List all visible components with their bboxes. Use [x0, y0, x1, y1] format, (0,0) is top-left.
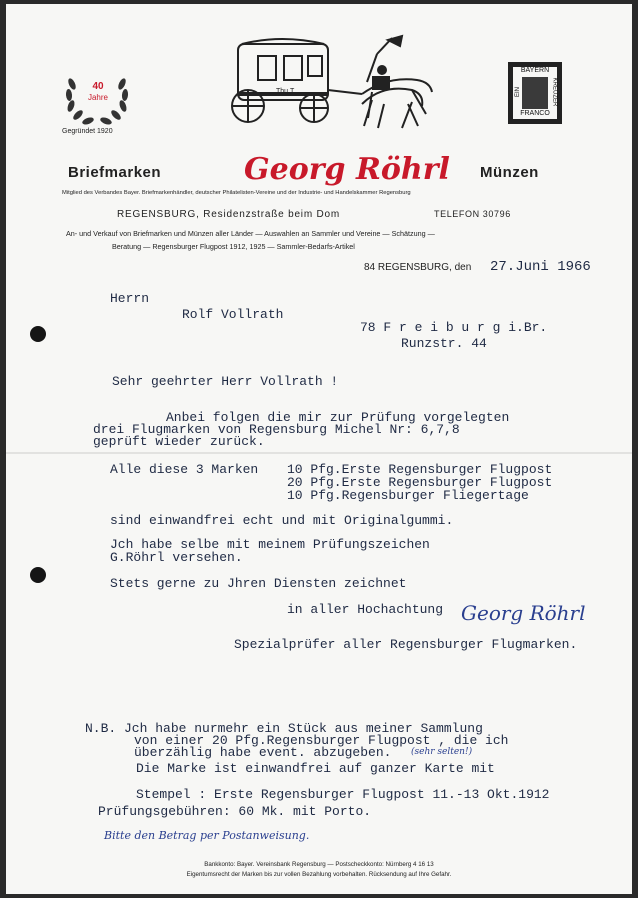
- right-heading: Münzen: [480, 164, 539, 181]
- letter-page: [6, 4, 632, 894]
- recipient-city: 78 F r e i b u r g i.Br.: [360, 320, 548, 335]
- paragraph-1-line-3: geprüft wieder zurück.: [93, 434, 265, 449]
- fee-line: Prüfungsgebühren: 60 Mk. mit Porto.: [98, 804, 372, 819]
- date-value: 27.Juni 1966: [490, 259, 591, 275]
- postscript-line-2: von einer 20 Pfg.Regensburger Flugpost , die ich: [134, 733, 509, 748]
- closing: in aller Hochachtung: [287, 602, 444, 617]
- greeting: Sehr geehrter Herr Vollrath !: [112, 374, 339, 389]
- punch-hole-lower: [30, 567, 46, 583]
- list-item: 10 Pfg.Regensburger Fliegertage: [287, 488, 529, 503]
- postscript-line-5: Stempel : Erste Regensburger Flugpost 11.-13 Okt.1912: [136, 787, 550, 802]
- left-heading: Briefmarken: [68, 164, 162, 181]
- anniversary-number: 40: [92, 81, 104, 92]
- paragraph-4: Stets gerne zu Jhren Diensten zeichnet: [110, 576, 407, 591]
- membership-line: Mitglied des Verbandes Bayer. Briefmarkenhändler, deutscher Philatelisten-Vereine und der Industrie- und Handelskammer Regensburg: [62, 190, 411, 196]
- paragraph-1-line-1: Anbei folgen die mir zur Prüfung vorgelegten: [166, 410, 510, 425]
- company-name: Georg Röhrl: [244, 152, 450, 187]
- list-item: 20 Pfg.Erste Regensburger Flugpost: [287, 475, 553, 490]
- bavaria-stamp: [508, 62, 562, 124]
- recipient-name: Rolf Vollrath: [182, 307, 284, 322]
- recipient-salutation: Herrn: [110, 291, 150, 306]
- services-line-2: Beratung — Regensburger Flugpost 1912, 1925 — Sammler-Bedarfs-Artikel: [112, 242, 355, 251]
- recipient-street: Runzstr. 44: [401, 336, 487, 351]
- services-line-1: An- und Verkauf von Briefmarken und Münzen aller Länder — Auswahlen an Sammler und Vereine — Schätzung —: [66, 229, 435, 238]
- footer-bank: Bankkonto: Bayer. Vereinsbank Regensburg — Postscheckkonto: Nürnberg 4 16 13: [204, 861, 434, 868]
- handwritten-request: Bitte den Betrag per Postanweisung.: [104, 829, 310, 842]
- handwritten-note: (sehr selten!): [411, 747, 473, 757]
- coach-plate: Thu.T.: [276, 88, 296, 95]
- stamp-top-text: BAYERN: [520, 67, 550, 74]
- stamp-left-text: EIN: [515, 86, 522, 98]
- signature: Georg Röhrl: [461, 601, 586, 625]
- stagecoach-illustration: [212, 34, 437, 132]
- list-intro: Alle diese 3 Marken: [110, 462, 259, 477]
- date-place: 84 REGENSBURG, den: [364, 262, 472, 273]
- postscript-line-1: N.B. Jch habe nurmehr ein Stück aus meiner Sammlung: [85, 721, 483, 736]
- postscript-line-3: überzählig habe event. abzugeben.: [134, 745, 392, 760]
- stamp-right-text: KREUZER: [551, 77, 558, 107]
- founded-text: Gegründet 1920: [62, 128, 113, 135]
- paragraph-1-line-2: drei Flugmarken von Regensburg Michel Nr: 6,7,8: [93, 422, 460, 437]
- punch-hole-upper: [30, 326, 46, 342]
- fold-line: [6, 452, 632, 454]
- stamp-bottom-text: FRANCO: [520, 110, 550, 117]
- list-item: 10 Pfg.Erste Regensburger Flugpost: [287, 462, 553, 477]
- paragraph-3-line-2: G.Röhrl versehen.: [110, 550, 243, 565]
- anniversary-word: Jahre: [87, 93, 108, 102]
- postscript-line-4: Die Marke ist einwandfrei auf ganzer Karte mit: [136, 761, 495, 776]
- stagecoach-icon: [212, 34, 437, 132]
- phone-line: TELEFON 30796: [434, 209, 511, 219]
- address-line: REGENSBURG, Residenzstraße beim Dom: [117, 209, 341, 220]
- signatory-title: Spezialprüfer aller Regensburger Flugmarken.: [234, 637, 578, 652]
- paragraph-3-line-1: Jch habe selbe mit meinem Prüfungszeichen: [110, 537, 430, 552]
- paragraph-2: sind einwandfrei echt und mit Originalgummi.: [110, 513, 454, 528]
- footer-terms: Eigentumsrecht der Marken bis zur vollen Bezahlung vorbehalten. Rücksendung auf Ihre Gefahr.: [186, 871, 452, 878]
